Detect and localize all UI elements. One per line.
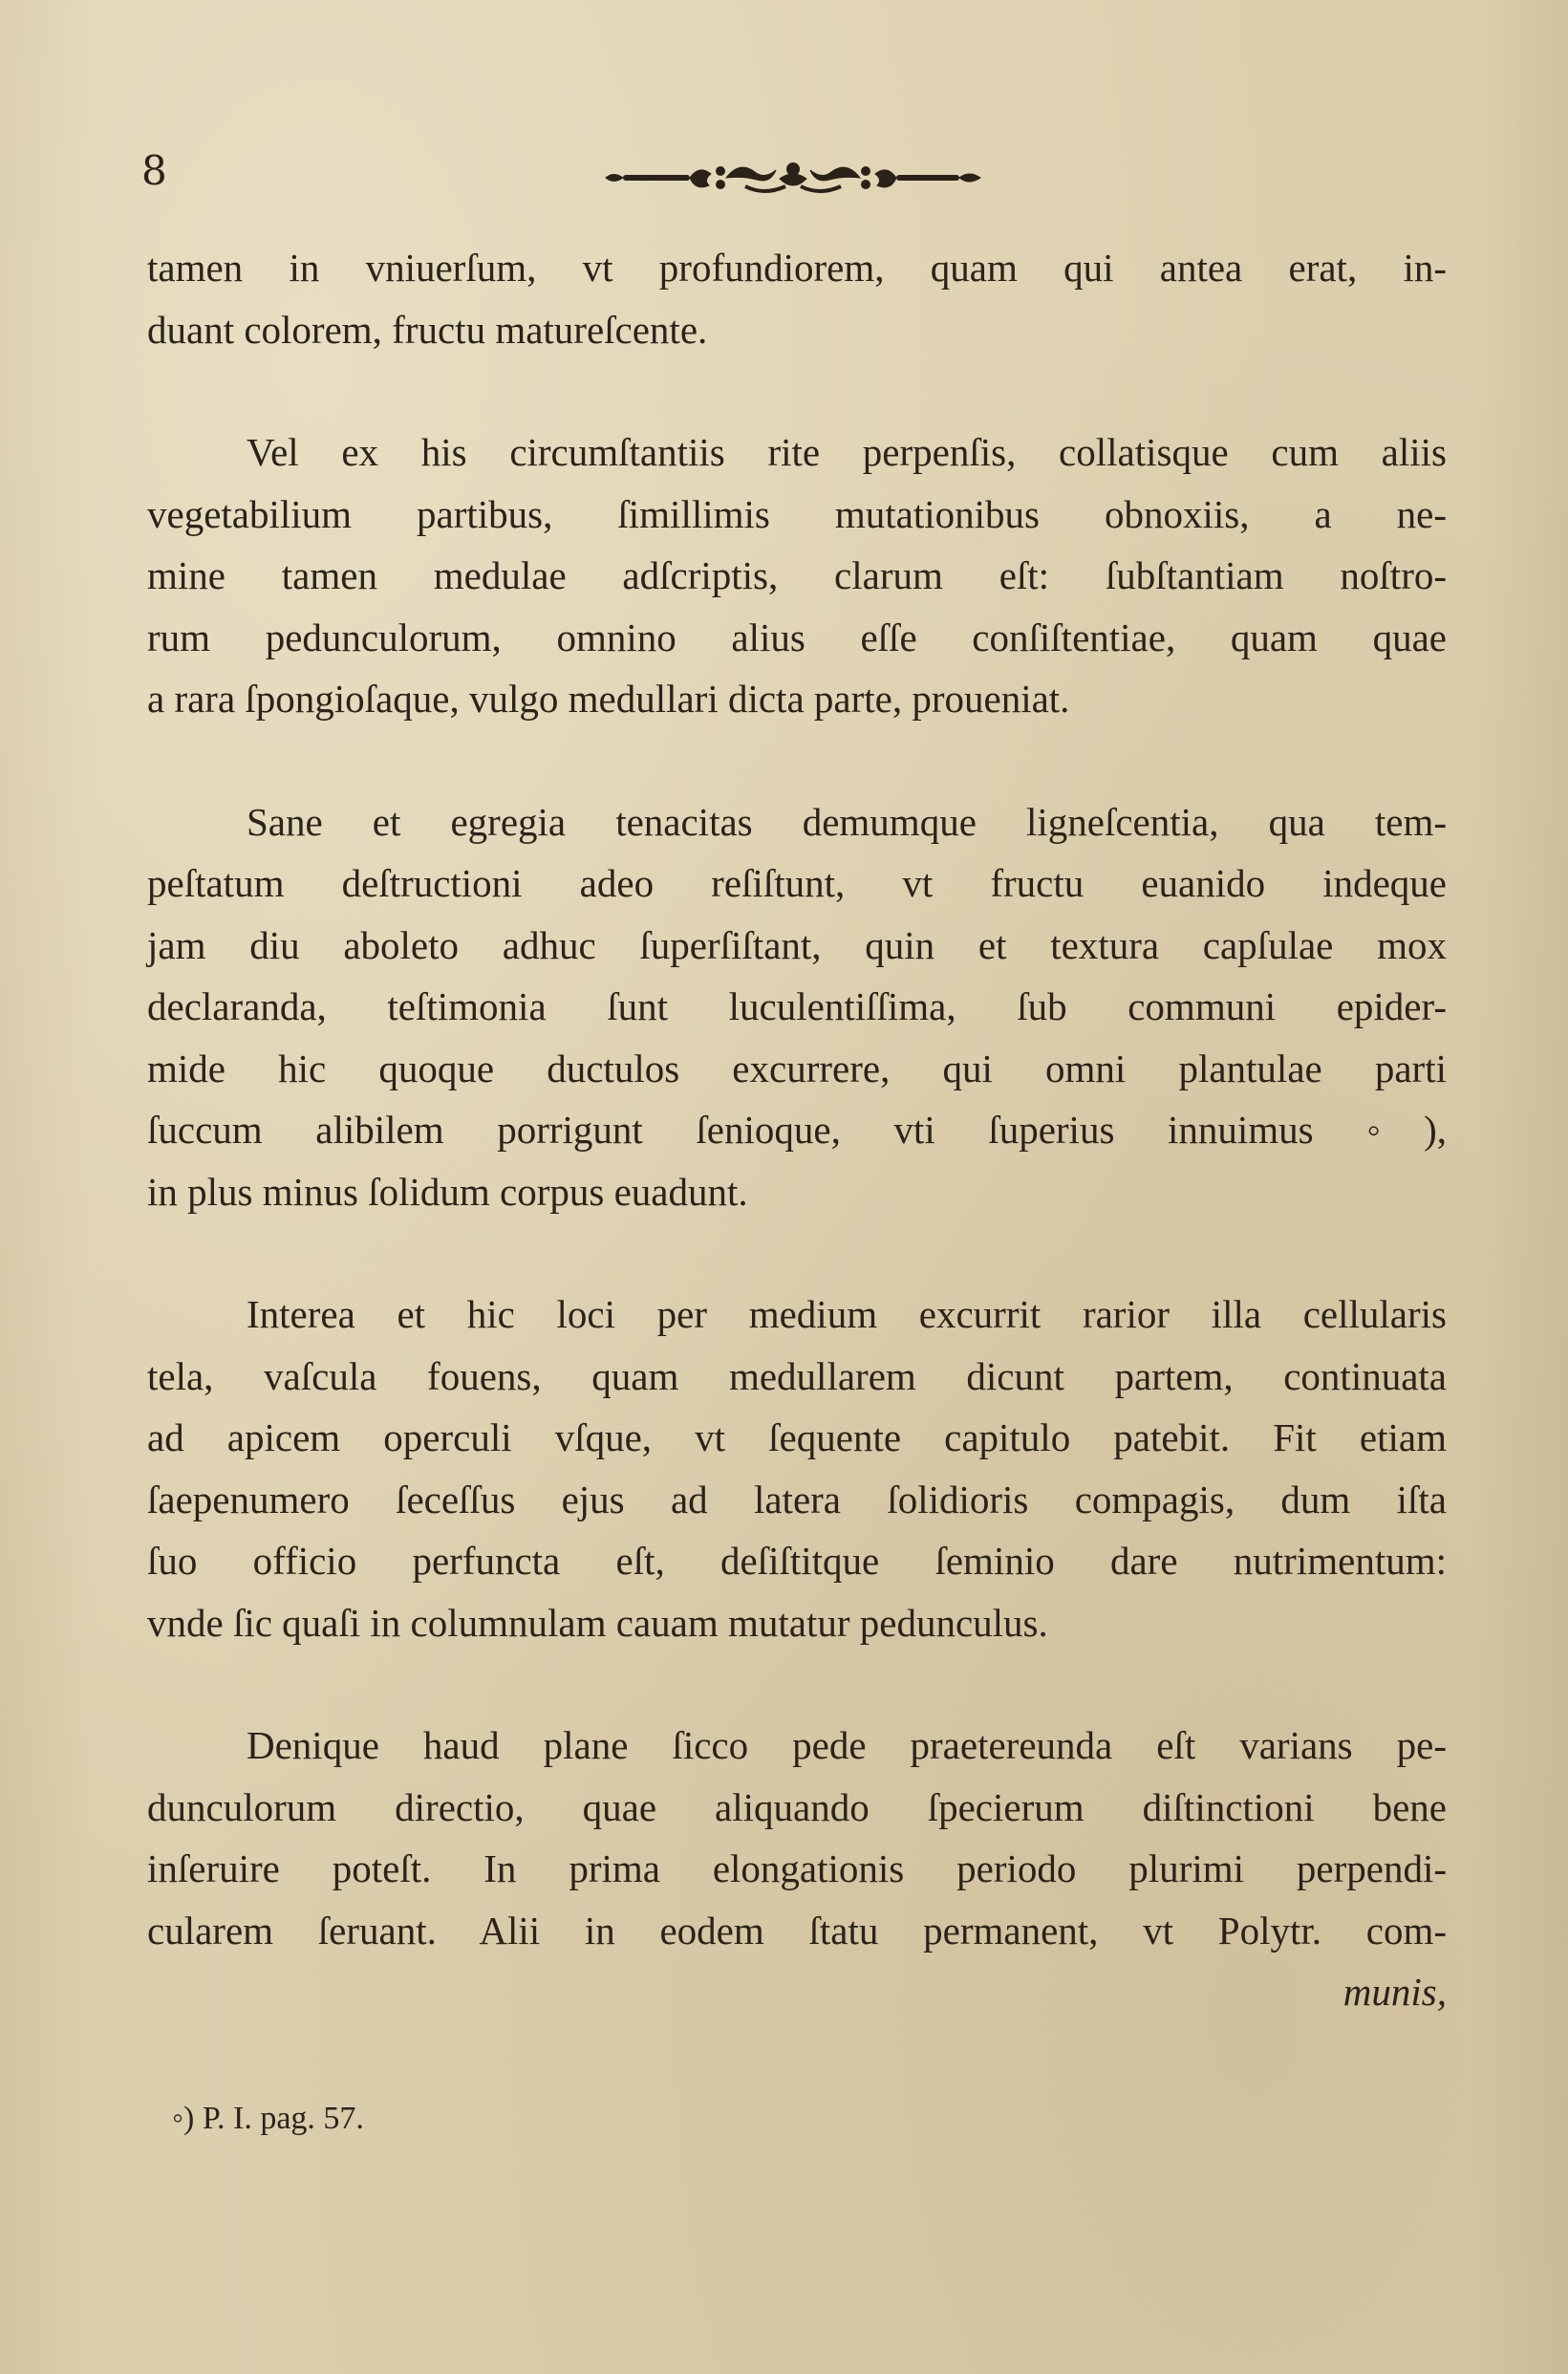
text-line: ſuccum alibilem porrigunt ſenioque, vti ſuperius innuimus ◦), xyxy=(147,1108,1447,1152)
text-line: ad apicem operculi vſque, vt ſequente capitulo patebit. Fit etiam xyxy=(147,1415,1447,1459)
printers-ornament-icon xyxy=(602,158,984,198)
text-line: a rara ſpongioſaque, vulgo medullari dicta parte, proueniat. xyxy=(147,677,1070,721)
text-line: mide hic quoque ductulos excurrere, qui omni plantulae parti xyxy=(147,1046,1447,1090)
text-line: Interea et hic loci per medium excurrit rarior illa cellularis xyxy=(247,1292,1447,1336)
footnote: ◦) P. I. pag. 57. xyxy=(172,2101,364,2136)
text-line: rum pedunculorum, omnino alius eſſe conſiſtentiae, quam quae xyxy=(147,615,1447,659)
text-line: ſaepenumero ſeceſſus ejus ad latera ſolidioris compagis, dum iſta xyxy=(147,1477,1447,1522)
text-line: peſtatum deſtructioni adeo reſiſtunt, vt fructu euanido indeque xyxy=(147,861,1447,905)
text-line: vegetabilium partibus, ſimillimis mutationibus obnoxiis, a ne- xyxy=(147,491,1447,536)
catchword: munis, xyxy=(1342,1970,1447,2014)
text-line: declaranda, teſtimonia ſunt luculentiſſima, ſub communi epider- xyxy=(147,984,1447,1028)
page-number: 8 xyxy=(141,147,167,194)
text-line: duant colorem, fructu matureſcente. xyxy=(147,307,708,352)
text-line: in plus minus ſolidum corpus euadunt. xyxy=(147,1169,748,1214)
main-text xyxy=(147,237,1447,2023)
text-line: dunculorum directio, quae aliquando ſpecierum diſtinctioni bene xyxy=(147,1784,1447,1829)
text-line: Sane et egregia tenacitas demumque ligneſcentia, qua tem- xyxy=(247,799,1447,844)
text-line: mine tamen medulae adſcriptis, clarum eſt: ſubſtantiam noſtro- xyxy=(147,553,1447,597)
text-line: tela, vaſcula fouens, quam medullarem dicunt partem, continuata xyxy=(147,1353,1447,1398)
text-line: cularem ſeruant. Alii in eodem ſtatu permanent, vt Polytr. com- xyxy=(147,1908,1447,1953)
text-line: Denique haud plane ſicco pede praetereunda eſt varians pe- xyxy=(247,1723,1447,1767)
text-line: Vel ex his circumſtantiis rite perpenſis, collatisque cum aliis xyxy=(247,430,1447,474)
text-line: inſeruire poteſt. In prima elongationis periodo plurimi perpendi- xyxy=(147,1846,1447,1890)
text-line: tamen in vniuerſum, vt profundiorem, quam qui antea erat, in- xyxy=(147,246,1447,290)
text-line: ſuo officio perfuncta eſt, deſiſtitque ſeminio dare nutrimentum: xyxy=(147,1539,1447,1583)
text-line: jam diu aboleto adhuc ſuperſiſtant, quin et textura capſulae mox xyxy=(147,922,1447,967)
text-line: vnde ſic quaſi in columnulam cauam mutatur pedunculus. xyxy=(147,1600,1048,1645)
